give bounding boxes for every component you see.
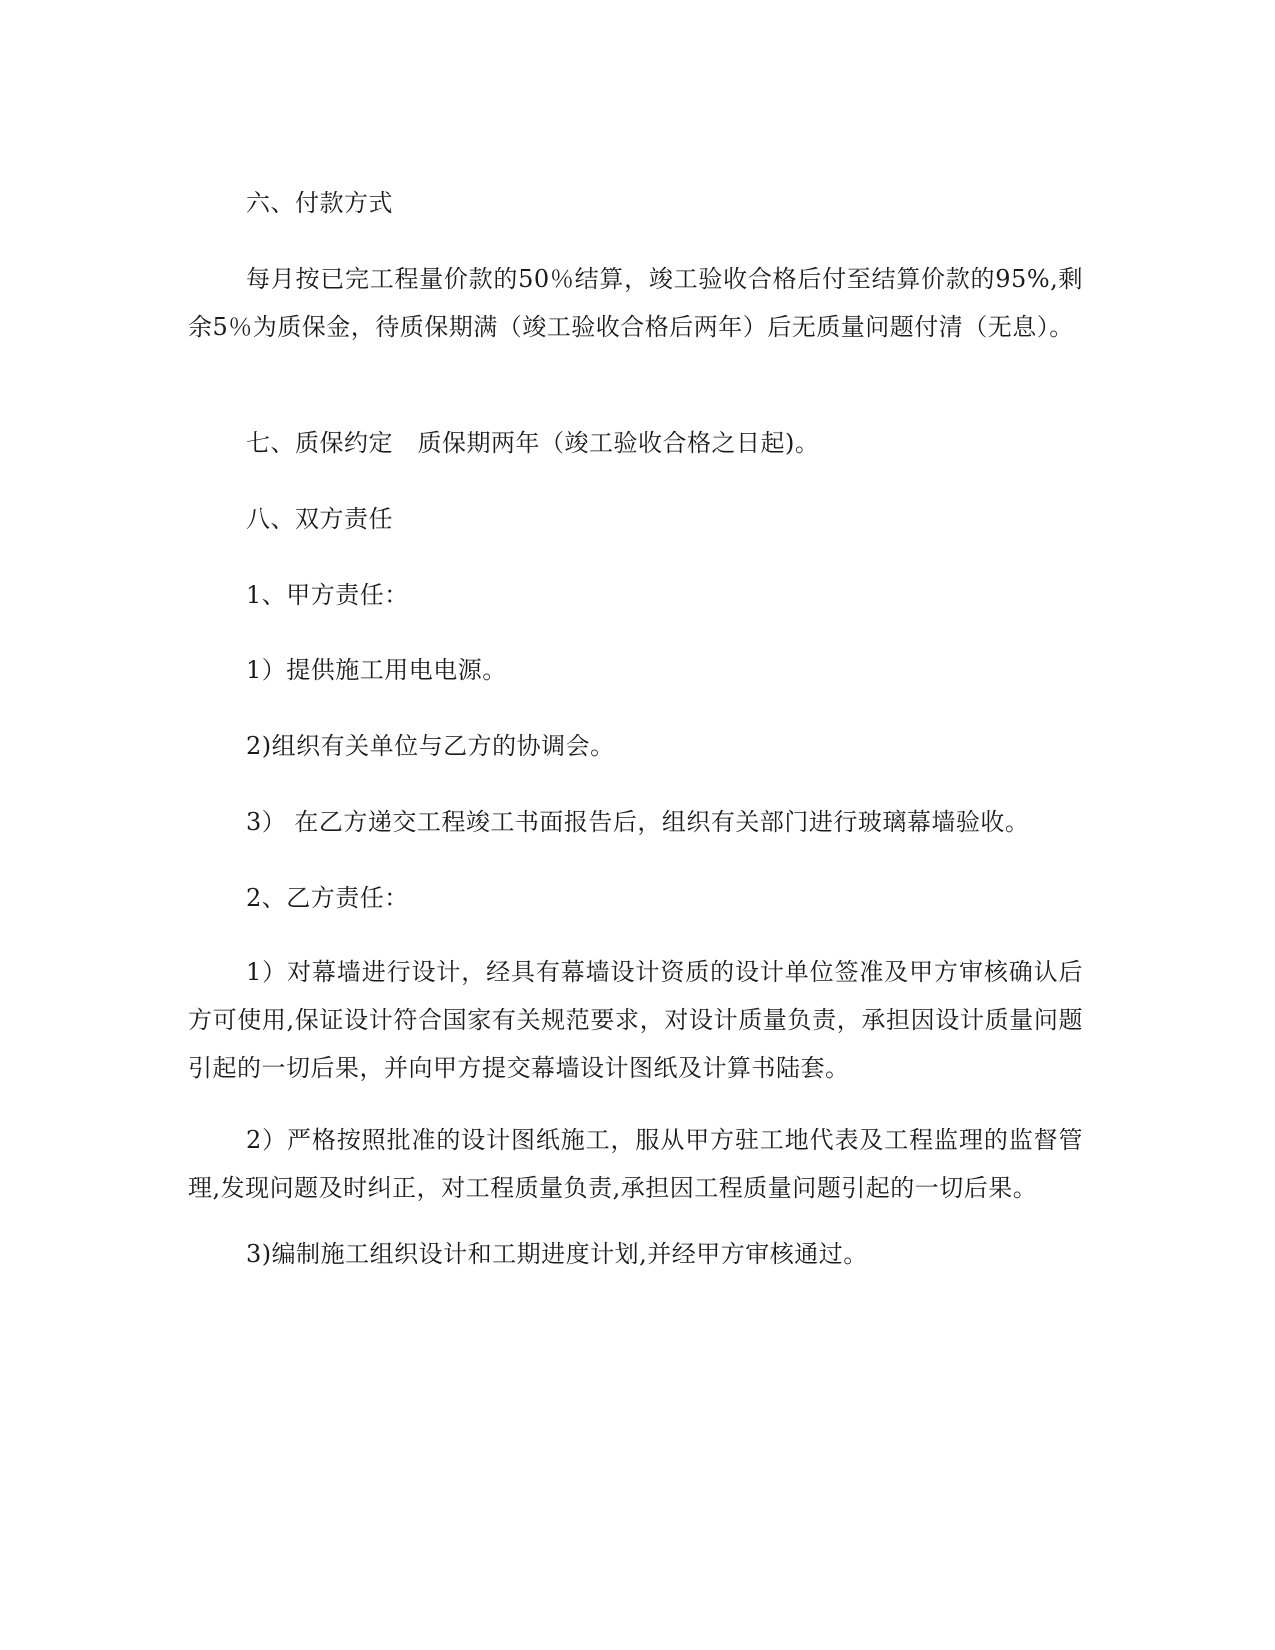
party-a-item-3: 3） 在乙方递交工程竣工书面报告后，组织有关部门进行玻璃幕墙验收。	[246, 808, 1030, 836]
party-b-item-1: 1）对幕墙进行设计，经具有幕墙设计资质的设计单位签准及甲方审核确认后方可使用,保证设计符合国家有关规范要求，对设计质量负责，承担因设计质量问题引起的一切后果，并向甲方提交幕墙设计图纸及计算书陆套。	[188, 958, 1083, 1082]
party-a-item-2: 2)组织有关单位与乙方的协调会。	[246, 732, 615, 760]
section-6-paragraph: 每月按已完工程量价款的50％结算，竣工验收合格后付至结算价款的95%,剩余5％为质保金，待质保期满（竣工验收合格后两年）后无质量问题付清（无息）。	[188, 265, 1083, 341]
party-a-heading: 1、甲方责任：	[246, 581, 409, 609]
party-a-item-1: 1）提供施工用电电源。	[246, 656, 507, 684]
party-b-item-3: 3)编制施工组织设计和工期进度计划,并经甲方审核通过。	[246, 1240, 868, 1268]
section-8-heading: 八、双方责任	[246, 505, 393, 533]
party-b-heading: 2、乙方责任：	[246, 884, 409, 912]
section-7-heading: 七、质保约定 质保期两年（竣工验收合格之日起)。	[246, 429, 820, 457]
party-b-item-2: 2）严格按照批准的设计图纸施工，服从甲方驻工地代表及工程监理的监督管理,发现问题及时纠正，对工程质量负责,承担因工程质量问题引起的一切后果。	[188, 1126, 1083, 1202]
section-6-heading: 六、付款方式	[246, 189, 393, 217]
